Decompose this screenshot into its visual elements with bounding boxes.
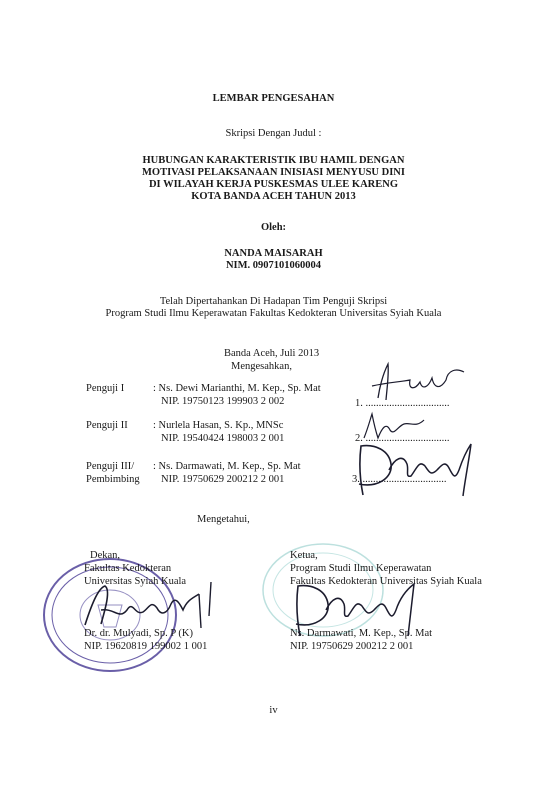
examiner-1-name: : Ns. Dewi Marianthi, M. Kep., Sp. Mat bbox=[153, 383, 321, 394]
examiner-2-name: : Nurlela Hasan, S. Kp., MNSc bbox=[153, 420, 284, 431]
examiner-1-sign-line: 1. ................................ bbox=[355, 398, 450, 409]
examiner-1-nip: NIP. 19750123 199903 2 002 bbox=[161, 396, 285, 407]
examiner-2-role: Penguji II bbox=[86, 420, 128, 431]
page-title: LEMBAR PENGESAHAN bbox=[212, 93, 335, 104]
dean-name: Dr. dr. Mulyadi, Sp. P (K) bbox=[84, 628, 193, 639]
subtitle: Skripsi Dengan Judul : bbox=[225, 128, 322, 139]
dean-faculty: Fakultas Kedokteran bbox=[84, 563, 172, 574]
thesis-title-line-4: KOTA BANDA ACEH TAHUN 2013 bbox=[191, 191, 356, 202]
examiner-1-role: Penguji I bbox=[86, 383, 125, 394]
author-name: NANDA MAISARAH bbox=[224, 248, 323, 259]
acknowledged-label: Mengetahui, bbox=[197, 514, 250, 525]
examiner-1-signature bbox=[370, 360, 470, 405]
defended-line-2: Program Studi Ilmu Keperawatan Fakultas Kedokteran Universitas Syiah Kuala bbox=[105, 308, 442, 319]
examiner-2-sign-line: 2. ................................ bbox=[355, 433, 450, 444]
defended-line-1: Telah Dipertahankan Di Hadapan Tim Penguji Skripsi bbox=[159, 296, 388, 307]
chair-nip: NIP. 19750629 200212 2 001 bbox=[290, 641, 414, 652]
approved-label: Mengesahkan, bbox=[231, 361, 292, 372]
thesis-title-line-3: DI WILAYAH KERJA PUSKESMAS ULEE KARENG bbox=[148, 179, 399, 190]
chair-faculty: Fakultas Kedokteran Universitas Syiah Kuala bbox=[290, 576, 482, 587]
examiner-3-sign-line: 3. ................................ bbox=[352, 474, 447, 485]
examiner-2-nip: NIP. 19540424 198003 2 001 bbox=[161, 433, 285, 444]
examiner-3-name: : Ns. Darmawati, M. Kep., Sp. Mat bbox=[153, 461, 301, 472]
examiner-3-signature bbox=[345, 440, 480, 500]
by-label: Oleh: bbox=[260, 222, 287, 233]
examiner-3-role: Penguji III/ bbox=[86, 461, 135, 472]
dean-title: Dekan, bbox=[90, 550, 121, 561]
thesis-title-line-2: MOTIVASI PELAKSANAAN INISIASI MENYUSU DINI bbox=[142, 167, 405, 178]
author-nim: NIM. 0907101060004 bbox=[225, 260, 322, 271]
chair-signature bbox=[282, 578, 432, 640]
chair-program: Program Studi Ilmu Keperawatan bbox=[290, 563, 432, 574]
dean-nip: NIP. 19620819 199002 1 001 bbox=[84, 641, 208, 652]
examiner-2-signature bbox=[360, 412, 430, 442]
examiner-3-nip: NIP. 19750629 200212 2 001 bbox=[161, 474, 285, 485]
dean-university: Universitas Syiah Kuala bbox=[84, 576, 187, 587]
chair-name: Ns. Darmawati, M. Kep., Sp. Mat bbox=[290, 628, 433, 639]
place-date: Banda Aceh, Juli 2013 bbox=[224, 348, 320, 359]
page-number: iv bbox=[269, 705, 278, 716]
thesis-title-line-1: HUBUNGAN KARAKTERISTIK IBU HAMIL DENGAN bbox=[142, 155, 405, 166]
dean-signature bbox=[75, 580, 225, 635]
chair-title: Ketua, bbox=[290, 550, 318, 561]
examiner-3-role-2: Pembimbing bbox=[86, 474, 140, 485]
